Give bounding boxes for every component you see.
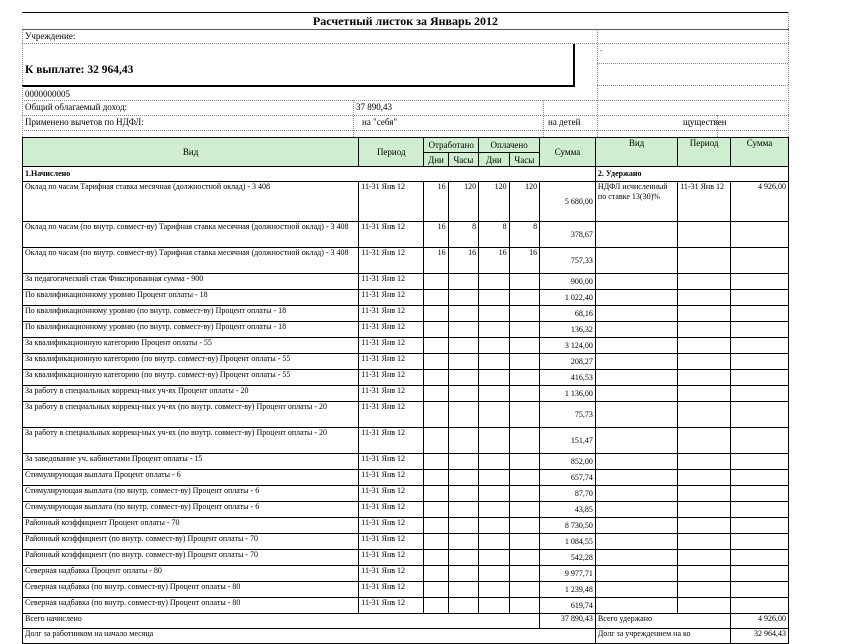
accrual-kind: За работу в специальных коррекц-ных уч-ях Процент оплаты - 20 <box>23 386 359 402</box>
deduction-sum <box>731 550 789 566</box>
accrual-kind: По квалификационному уровню (по внутр. совмест-ву) Процент оплаты - 18 <box>23 306 359 322</box>
deduction-period <box>678 370 731 386</box>
table-row <box>23 248 789 274</box>
worked-hours <box>448 598 478 614</box>
worked-days <box>424 502 448 518</box>
worked-hours <box>448 338 478 354</box>
accrual-period: 11-31 Янв 12 <box>359 502 424 518</box>
accrual-period: 11-31 Янв 12 <box>359 550 424 566</box>
accrual-kind: Северная надбавка (по внутр. совмест-ву) Процент оплаты - 80 <box>23 582 359 598</box>
accrual-period: 11-31 Янв 12 <box>359 370 424 386</box>
deduction-period <box>678 582 731 598</box>
debt-row <box>23 629 789 644</box>
accrual-period: 11-31 Янв 12 <box>359 338 424 354</box>
paid-days <box>479 486 509 502</box>
worked-days <box>424 428 448 454</box>
table-row <box>23 370 789 386</box>
accrual-period: 11-31 Янв 12 <box>359 582 424 598</box>
col-paid-days-header: Дни <box>479 153 509 167</box>
deduction-kind <box>595 338 677 354</box>
deduction-period <box>678 518 731 534</box>
accrual-kind: Оклад по часам (по внутр. совмест-ву) Тарифная ставка месячная (должностной оклад) - 3 408 <box>23 222 359 248</box>
accrual-kind: Стимулирующая выплата Процент оплаты - 6 <box>23 470 359 486</box>
deduction-period <box>678 402 731 428</box>
table-row <box>23 486 789 502</box>
deduction-period <box>678 470 731 486</box>
deduction-period <box>678 290 731 306</box>
accrual-sum: 208,27 <box>540 354 596 370</box>
paid-days <box>479 290 509 306</box>
paid-hours <box>509 550 539 566</box>
accrual-sum: 542,28 <box>540 550 596 566</box>
deduction-kind <box>595 402 677 428</box>
deduction-kind <box>595 354 677 370</box>
deduction-sum <box>731 290 789 306</box>
accrual-kind: По квалификационному уровню Процент оплаты - 18 <box>23 290 359 306</box>
deduction-period <box>678 322 731 338</box>
worked-hours <box>448 518 478 534</box>
accrual-kind: За работу в специальных коррекц-ных уч-ях (по внутр. совмест-ву) Процент оплаты - 20 <box>23 428 359 454</box>
accrual-sum: 151,47 <box>540 428 596 454</box>
deduction-kind <box>595 598 677 614</box>
accrual-period: 11-31 Янв 12 <box>359 248 424 274</box>
paid-hours <box>509 274 539 290</box>
worked-hours <box>448 486 478 502</box>
worked-days: 16 <box>424 222 448 248</box>
paid-hours <box>509 290 539 306</box>
table-row <box>23 182 789 222</box>
deduction-sum <box>731 566 789 582</box>
worked-hours <box>448 402 478 428</box>
col-worked-days-header: Дни <box>424 153 448 167</box>
income-label: Общий облагаемый доход: <box>25 102 128 112</box>
deduction-sum <box>731 534 789 550</box>
col-worked-header: Отработано <box>424 138 479 153</box>
accrual-kind: За педагогический стаж Фиксированная сумма - 900 <box>23 274 359 290</box>
deductions-label: Применено вычетов по НДФЛ: <box>25 117 144 127</box>
col-kind-header: Вид <box>23 138 359 167</box>
col-deduction-period-header: Период <box>678 138 731 167</box>
accrual-period: 11-31 Янв 12 <box>359 470 424 486</box>
deduction-kind <box>595 534 677 550</box>
deduction-kind <box>595 306 677 322</box>
deduction-sum <box>731 322 789 338</box>
page-title: Расчетный листок за Январь 2012 <box>312 14 499 28</box>
paid-days <box>479 370 509 386</box>
income-value: 37 890,43 <box>356 102 392 112</box>
worked-hours <box>448 550 478 566</box>
deduction-sum <box>731 428 789 454</box>
property-deduction-label: щуществен <box>683 117 727 127</box>
worked-days <box>424 454 448 470</box>
col-worked-hours-header: Часы <box>448 153 478 167</box>
dot-mark: . <box>600 44 602 53</box>
accrual-kind: Стимулирующая выплата (по внутр. совмест-ву) Процент оплаты - 6 <box>23 486 359 502</box>
deduction-sum <box>731 248 789 274</box>
accrual-kind: За квалификационную категорию Процент оплаты - 55 <box>23 338 359 354</box>
total-accrued-label: Всего начислено <box>23 614 540 629</box>
paid-days <box>479 566 509 582</box>
worked-days: 16 <box>424 248 448 274</box>
paid-days <box>479 354 509 370</box>
table-row <box>23 582 789 598</box>
worked-hours <box>448 274 478 290</box>
accrual-kind: Оклад по часам (по внутр. совмест-ву) Тарифная ставка месячная (должностной оклад) - 3 408 <box>23 248 359 274</box>
worked-days <box>424 470 448 486</box>
paid-days <box>479 428 509 454</box>
deduction-period <box>678 534 731 550</box>
accrual-kind: Северная надбавка (по внутр. совмест-ву) Процент оплаты - 80 <box>23 598 359 614</box>
table-row <box>23 518 789 534</box>
deduction-period <box>678 306 731 322</box>
col-sum-header: Сумма <box>540 138 596 167</box>
paid-hours <box>509 386 539 402</box>
deduction-period <box>678 486 731 502</box>
deduction-sum <box>731 306 789 322</box>
paid-days <box>479 274 509 290</box>
table-row <box>23 534 789 550</box>
worked-days: 16 <box>424 182 448 222</box>
deduction-period <box>678 566 731 582</box>
deduction-period <box>678 454 731 470</box>
deduction-period <box>678 248 731 274</box>
deduction-sum <box>731 582 789 598</box>
worked-days <box>424 306 448 322</box>
deduction-kind <box>595 386 677 402</box>
deduction-kind <box>595 248 677 274</box>
accrual-kind: Районный коэффициент (по внутр. совмест-ву) Процент оплаты - 70 <box>23 550 359 566</box>
deduction-period <box>678 274 731 290</box>
col-period-header: Период <box>359 138 424 167</box>
accrual-sum: 900,00 <box>540 274 596 290</box>
deduction-sum <box>731 518 789 534</box>
institution-debt-value: 32 964,43 <box>731 629 789 644</box>
deduction-kind <box>595 222 677 248</box>
worked-hours <box>448 582 478 598</box>
accrual-period: 11-31 Янв 12 <box>359 322 424 338</box>
institution-label: Учреждение: <box>25 31 76 41</box>
accrual-period: 11-31 Янв 12 <box>359 274 424 290</box>
deduction-kind <box>595 428 677 454</box>
worked-hours: 8 <box>448 222 478 248</box>
deduction-kind <box>595 370 677 386</box>
paid-hours <box>509 354 539 370</box>
paid-days <box>479 402 509 428</box>
accrual-period: 11-31 Янв 12 <box>359 306 424 322</box>
deduction-sum <box>731 338 789 354</box>
accrual-sum: 43,85 <box>540 502 596 518</box>
deduction-period <box>678 502 731 518</box>
accrual-sum: 87,70 <box>540 486 596 502</box>
deduction-kind <box>595 502 677 518</box>
table-row <box>23 290 789 306</box>
paid-days <box>479 582 509 598</box>
paid-hours <box>509 306 539 322</box>
deduction-sum <box>731 370 789 386</box>
worked-days <box>424 550 448 566</box>
accrual-period: 11-31 Янв 12 <box>359 454 424 470</box>
worked-days <box>424 290 448 306</box>
paid-days: 8 <box>479 222 509 248</box>
paid-hours <box>509 338 539 354</box>
paid-days <box>479 338 509 354</box>
table-row <box>23 274 789 290</box>
paid-hours <box>509 428 539 454</box>
accrual-sum: 68,16 <box>540 306 596 322</box>
paid-days <box>479 386 509 402</box>
accrual-kind: Районный коэффициент Процент оплаты - 70 <box>23 518 359 534</box>
accrual-kind: За квалификационную категорию (по внутр. совмест-ву) Процент оплаты - 55 <box>23 370 359 386</box>
paid-days <box>479 502 509 518</box>
deduction-period <box>678 598 731 614</box>
table-row <box>23 454 789 470</box>
accrual-sum: 8 730,50 <box>540 518 596 534</box>
accrual-sum: 852,00 <box>540 454 596 470</box>
total-deducted-label: Всего удержано <box>595 614 730 629</box>
deduction-sum <box>731 598 789 614</box>
paid-hours <box>509 582 539 598</box>
deduction-kind <box>595 582 677 598</box>
table-row <box>23 502 789 518</box>
paid-hours <box>509 534 539 550</box>
to-pay-amount: К выплате: 32 964,43 <box>25 64 134 76</box>
deduction-sum <box>731 402 789 428</box>
deduction-period <box>678 338 731 354</box>
accrual-period: 11-31 Янв 12 <box>359 290 424 306</box>
accrual-period: 11-31 Янв 12 <box>359 428 424 454</box>
deduction-kind <box>595 290 677 306</box>
worked-hours <box>448 354 478 370</box>
worked-hours: 16 <box>448 248 478 274</box>
accrual-kind: По квалификационному уровню (по внутр. совмест-ву) Процент оплаты - 18 <box>23 322 359 338</box>
worked-hours <box>448 306 478 322</box>
paid-hours: 8 <box>509 222 539 248</box>
paid-days <box>479 550 509 566</box>
accrual-sum: 1 136,00 <box>540 386 596 402</box>
table-row <box>23 428 789 454</box>
paid-hours <box>509 502 539 518</box>
paid-hours <box>509 566 539 582</box>
deduction-sum <box>731 386 789 402</box>
worked-days <box>424 386 448 402</box>
deduction-sum <box>731 274 789 290</box>
paid-hours <box>509 598 539 614</box>
employee-debt-label: Долг за работником на начало месяца <box>23 629 596 644</box>
worked-days <box>424 566 448 582</box>
paid-days <box>479 518 509 534</box>
worked-days <box>424 486 448 502</box>
paid-hours <box>509 402 539 428</box>
table-row <box>23 386 789 402</box>
worked-days <box>424 518 448 534</box>
accrued-section-title: 1.Начислено <box>23 167 596 182</box>
deduction-kind <box>595 470 677 486</box>
accrual-period: 11-31 Янв 12 <box>359 518 424 534</box>
worked-days <box>424 338 448 354</box>
accrual-sum: 75,73 <box>540 402 596 428</box>
accrual-period: 11-31 Янв 12 <box>359 566 424 582</box>
worked-hours <box>448 386 478 402</box>
self-deduction-label: на "себя" <box>362 117 398 127</box>
paid-hours <box>509 518 539 534</box>
worked-hours <box>448 502 478 518</box>
worked-days <box>424 370 448 386</box>
table-row <box>23 598 789 614</box>
accrual-period: 11-31 Янв 12 <box>359 598 424 614</box>
deducted-section-title: 2. Удержано <box>595 167 788 182</box>
accrual-period: 11-31 Янв 12 <box>359 182 424 222</box>
worked-hours <box>448 470 478 486</box>
col-paid-hours-header: Часы <box>509 153 539 167</box>
table-row <box>23 338 789 354</box>
paid-days <box>479 534 509 550</box>
deduction-kind <box>595 550 677 566</box>
accrual-sum: 416,53 <box>540 370 596 386</box>
accrual-sum: 378,67 <box>540 222 596 248</box>
paid-hours <box>509 322 539 338</box>
accrual-sum: 1 022,40 <box>540 290 596 306</box>
col-paid-header: Оплачено <box>479 138 540 153</box>
deduction-sum: 4 926,00 <box>731 182 789 222</box>
accrual-sum: 1 239,48 <box>540 582 596 598</box>
deduction-kind <box>595 518 677 534</box>
deduction-kind <box>595 322 677 338</box>
accrual-period: 11-31 Янв 12 <box>359 486 424 502</box>
deduction-period <box>678 550 731 566</box>
col-deduction-kind-header: Вид <box>595 138 677 167</box>
table-row <box>23 402 789 428</box>
paid-hours <box>509 486 539 502</box>
table-row <box>23 306 789 322</box>
total-accrued-value: 37 890,43 <box>540 614 596 629</box>
accrual-sum: 3 124,00 <box>540 338 596 354</box>
worked-hours <box>448 290 478 306</box>
employee-code: 0000000005 <box>25 89 70 99</box>
deduction-period <box>678 386 731 402</box>
accrual-kind: За заведование уч. кабинетами Процент оплаты - 15 <box>23 454 359 470</box>
worked-hours <box>448 454 478 470</box>
accrual-sum: 1 084,55 <box>540 534 596 550</box>
deduction-kind: НДФЛ исчисленный по ставке 13(30)% <box>595 182 677 222</box>
deduction-period <box>678 222 731 248</box>
worked-days <box>424 274 448 290</box>
deduction-kind <box>595 274 677 290</box>
deduction-sum <box>731 486 789 502</box>
children-deduction-label: на детей <box>548 117 581 127</box>
accrual-sum: 619,74 <box>540 598 596 614</box>
accrual-kind: За квалификационную категорию (по внутр. совмест-ву) Процент оплаты - 55 <box>23 354 359 370</box>
paid-hours: 16 <box>509 248 539 274</box>
worked-days <box>424 402 448 428</box>
deduction-period: 11-31 Янв 12 <box>678 182 731 222</box>
deduction-sum <box>731 354 789 370</box>
worked-hours <box>448 322 478 338</box>
accrual-period: 11-31 Янв 12 <box>359 402 424 428</box>
deduction-kind <box>595 486 677 502</box>
accrual-period: 11-31 Янв 12 <box>359 222 424 248</box>
paid-days: 120 <box>479 182 509 222</box>
accrual-sum: 136,32 <box>540 322 596 338</box>
worked-hours: 120 <box>448 182 478 222</box>
paid-days: 16 <box>479 248 509 274</box>
worked-hours <box>448 370 478 386</box>
accrual-kind: Оклад по часам Тарифная ставка месячная (должностной оклад) - 3 408 <box>23 182 359 222</box>
worked-days <box>424 354 448 370</box>
deduction-period <box>678 428 731 454</box>
paid-hours <box>509 470 539 486</box>
paid-days <box>479 470 509 486</box>
table-row <box>23 470 789 486</box>
paid-hours: 120 <box>509 182 539 222</box>
deduction-sum <box>731 222 789 248</box>
col-deduction-sum-header: Сумма <box>731 138 789 167</box>
worked-hours <box>448 566 478 582</box>
paid-days <box>479 598 509 614</box>
deduction-sum <box>731 454 789 470</box>
table-row <box>23 550 789 566</box>
worked-days <box>424 534 448 550</box>
accrual-kind: За работу в специальных коррекц-ных уч-ях (по внутр. совмест-ву) Процент оплаты - 20 <box>23 402 359 428</box>
deduction-period <box>678 354 731 370</box>
paid-hours <box>509 370 539 386</box>
worked-days <box>424 582 448 598</box>
accrual-sum: 757,33 <box>540 248 596 274</box>
deduction-kind <box>595 454 677 470</box>
table-row <box>23 566 789 582</box>
paid-days <box>479 306 509 322</box>
institution-debt-label: Долг за учреждением на ко <box>595 629 730 644</box>
accrual-period: 11-31 Янв 12 <box>359 386 424 402</box>
table-row <box>23 354 789 370</box>
accrual-kind: Стимулирующая выплата (по внутр. совмест-ву) Процент оплаты - 6 <box>23 502 359 518</box>
paid-hours <box>509 454 539 470</box>
accrual-period: 11-31 Янв 12 <box>359 354 424 370</box>
deduction-sum <box>731 502 789 518</box>
accrual-kind: Районный коэффициент (по внутр. совмест-ву) Процент оплаты - 70 <box>23 534 359 550</box>
accrual-sum: 9 977,71 <box>540 566 596 582</box>
accrual-kind: Северная надбавка Процент оплаты - 80 <box>23 566 359 582</box>
accrual-sum: 5 680,00 <box>540 182 596 222</box>
worked-days <box>424 598 448 614</box>
paid-days <box>479 322 509 338</box>
worked-hours <box>448 428 478 454</box>
accrual-period: 11-31 Янв 12 <box>359 534 424 550</box>
table-row <box>23 322 789 338</box>
deduction-sum <box>731 470 789 486</box>
worked-days <box>424 322 448 338</box>
accrual-sum: 657,74 <box>540 470 596 486</box>
worked-hours <box>448 534 478 550</box>
total-deducted-value: 4 926,00 <box>731 614 789 629</box>
payslip-table <box>22 137 789 644</box>
table-row <box>23 222 789 248</box>
deduction-kind <box>595 566 677 582</box>
paid-days <box>479 454 509 470</box>
totals-row <box>23 614 789 629</box>
